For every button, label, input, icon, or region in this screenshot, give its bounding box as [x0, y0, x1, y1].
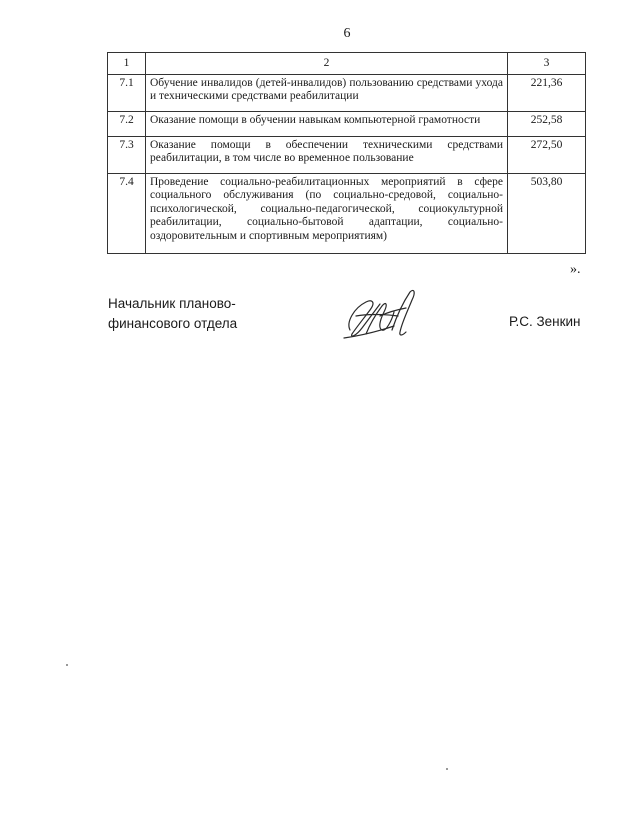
table-row	[108, 111, 586, 136]
handwritten-signature	[336, 286, 422, 344]
row-number: 7.3	[108, 136, 146, 173]
signer-title-line: Начальник планово-	[108, 296, 236, 311]
signer-name: Р.С. Зенкин	[509, 314, 581, 329]
service-price: 272,50	[508, 136, 586, 173]
row-number: 7.4	[108, 173, 146, 253]
services-price-table	[107, 52, 586, 254]
service-description: Оказание помощи в обеспечении техническими средствами реабилитации, в том числе во временное пользование	[146, 136, 508, 173]
column-header-number: 1	[108, 53, 146, 75]
row-number: 7.2	[108, 111, 146, 136]
table-header-row	[108, 53, 586, 75]
table-row	[108, 173, 586, 253]
scan-speck	[446, 768, 448, 770]
service-description: Обучение инвалидов (детей-инвалидов) пользованию средствами ухода и техническими средствами реабилитации	[146, 74, 508, 111]
signer-title-line: финансового отдела	[108, 316, 238, 331]
service-description: Оказание помощи в обучении навыкам компьютерной грамотности	[146, 111, 508, 136]
table-row	[108, 136, 586, 173]
column-header-service: 2	[146, 53, 508, 75]
column-header-price: 3	[508, 53, 586, 75]
service-description: Проведение социально-реабилитационных мероприятий в сфере социального обслуживания (по социально-средовой, социально-психологической, социально-педагогической, социокультурной реабилитации, социально-бытовой адаптации, социально-оздоровительным и спортивным мероприятиям)	[146, 173, 508, 253]
signer-title	[108, 294, 237, 334]
service-price: 221,36	[508, 74, 586, 111]
service-price: 252,58	[508, 111, 586, 136]
closing-quote: ».	[570, 262, 581, 277]
page-number: 6	[343, 26, 351, 41]
table-row	[108, 74, 586, 111]
service-price: 503,80	[508, 173, 586, 253]
row-number: 7.1	[108, 74, 146, 111]
scan-speck	[66, 664, 68, 666]
